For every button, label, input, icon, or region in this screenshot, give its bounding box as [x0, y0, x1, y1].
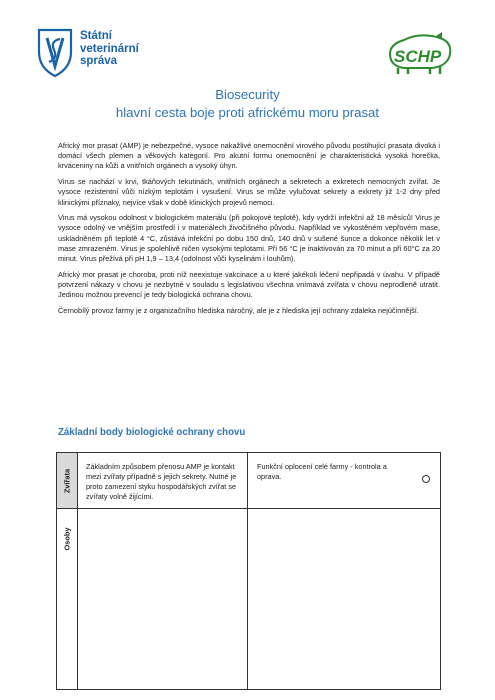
- animals-risk-text-1: Základním způsobem přenosu AMP je kontakt mezi zvířaty případně s jejich sekrety. Nutné je proto zamezení styku hospodářských zvířat se zvířaty volně žijícími.: [86, 462, 237, 502]
- svs-line-2: veterinární: [80, 42, 139, 55]
- row-label-osoby: Osoby: [62, 527, 72, 551]
- animals-label-box: [57, 453, 77, 508]
- title-line-1: Biosecurity: [215, 87, 280, 102]
- paragraph-4: Africký mor prasat je choroba, proti níž neexistuje vakcinace a u které jakékoli léčení nepřipadá v úvahu. V případě potvrzení nákazy v chovu je nezbytné v souladu s legislativou všechna vnímavá zvířata v chovu neprodleně utratit. Jedinou možnou prevencí je tedy biologická ochrana chovu.: [58, 269, 440, 300]
- paragraph-3: Virus má vysokou odolnost v biologickém materiálu (při pokojové teplotě), kdy vydrží infekční až 18 měsíců! Virus je vysoce odolný ve vnějším prostředí i v materiálech živočišného původu. Například ve vykostěném vepřovém mase, uskladněném při teplotě 4 °C, zůstává infekční po dobu 150 dnů, 140 dnů v sušené šunce a dokonce několik let v mase zmrazeném. Virus je spolehlivě ničen vysokými teplotami. Při 56 °C je inaktivován za 70 minut a při 60°C za 20 minut. Virus přežívá při pH 1,9 – 13,4 (odolnost vůči kyselinám i louhům).: [58, 213, 440, 264]
- animals-measure-check-1[interactable]: [422, 475, 430, 483]
- svg-text:SCHP: SCHP: [394, 47, 442, 66]
- section-heading: Základní body biologické ochrany chovu: [58, 427, 246, 438]
- animals-measure-text-1: Funkční oplocení celé farmy - kontrola a oprava.: [257, 462, 387, 482]
- svs-logo: [36, 26, 166, 84]
- intro-text: [58, 141, 440, 322]
- row-label-zvirata: Zvířata: [62, 468, 72, 493]
- paragraph-5: Černobílý provoz farmy je z organizačního hlediska náročný, ale je z hlediska její ochrany zdaleka nejúčinnější.: [58, 305, 419, 315]
- svs-line-3: správa: [80, 55, 118, 67]
- label-column-line: [77, 452, 78, 690]
- schp-pig-icon: [384, 32, 456, 76]
- row-divider-line: [56, 508, 441, 509]
- svs-line-1: Státní: [80, 30, 112, 42]
- paragraph-2: Virus se nachází v krvi, tkáňových tekutinách, vnitřních orgánech a sekretech a exkretech nemocných zvířat. Je vysoce rezistentní vůči nízkým teplotám i vysušení. Virus se může vylučovat sekrety a exkrety již 1-2 dny před klinickými příznaky, nejvíce však v době klinických projevů nemoci.: [58, 177, 440, 207]
- persons-label-box: [57, 509, 77, 569]
- middle-column-line: [247, 452, 248, 690]
- paragraph-1: Africký mor prasat (AMP) je nebezpečné, vysoce nakažlivé onemocnění virového původu postihující prasata divoká i domácí všech plemen a věkových kategorií. Pro akutní formu onemocnění je charakteristická vysoká horečka, krváceniny na kůži a vnitřních orgánech a vysoký úhyn.: [58, 141, 440, 171]
- shield-icon: [36, 26, 74, 78]
- title-line-2: hlavní cesta boje proti africkému moru prasat: [115, 105, 380, 120]
- schp-logo: [384, 32, 456, 81]
